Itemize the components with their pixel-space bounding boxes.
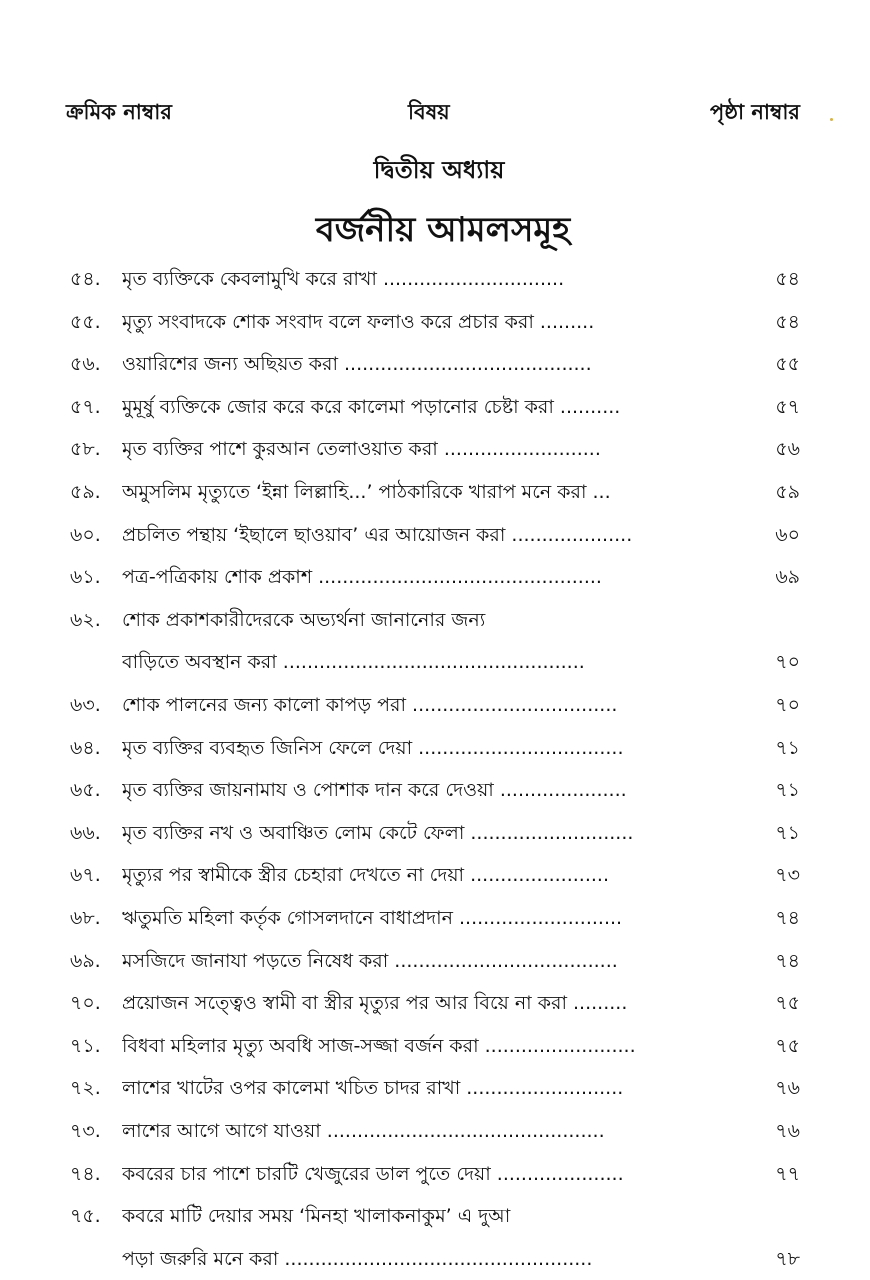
entry-number: ৫৭. (70, 395, 101, 418)
entry-title: বাড়িতে অবস্থান করা .................................................. (122, 651, 585, 674)
toc-entry (0, 854, 870, 896)
toc-entry (0, 1153, 870, 1195)
toc-entry (0, 301, 870, 343)
entry-number: ৬৪. (70, 736, 101, 759)
toc-entry (0, 1238, 870, 1280)
toc-entry (0, 684, 870, 726)
entry-page-number: ৭১ (775, 779, 800, 802)
toc-entry (0, 428, 870, 470)
toc-entry (0, 769, 870, 811)
entry-number: ৬৫. (70, 779, 101, 802)
entry-title: বিধবা মহিলার মৃত্যু অবধি সাজ-সজ্জা বর্জন করা ......................... (122, 1034, 636, 1057)
entry-page-number: ৭৩ (775, 864, 800, 887)
toc-entry (0, 641, 870, 683)
entry-title: অমুসলিম মৃত্যুতে ‘ইন্না লিল্লাহি...’ পাঠকারিকে খারাপ মনে করা ... (122, 481, 611, 503)
chapter-heading (0, 152, 870, 192)
toc-entry (0, 386, 870, 428)
entry-title: ওয়ারিশের জন্য অছিয়ত করা ......................................... (122, 353, 592, 376)
entry-title: মৃত ব্যক্তির নখ ও অবাঞ্চিত লোম কেটে ফেলা ........................... (122, 821, 634, 844)
toc-entry (0, 343, 870, 385)
entry-title: মৃত ব্যক্তির জায়নামায ও পোশাক দান করে দেওয়া ..................... (122, 779, 627, 802)
entry-page-number: ৬৯ (775, 566, 800, 589)
toc-entry (0, 1025, 870, 1067)
entry-title: মৃত ব্যক্তিকে কেবলামুখি করে রাখা .............................. (122, 268, 565, 290)
entry-page-number: ৬০ (775, 523, 800, 546)
entry-page-number: ৫৬ (775, 438, 800, 461)
toc-entry (0, 1110, 870, 1152)
toc-entry (0, 258, 870, 300)
entry-number: ৬১. (70, 566, 101, 589)
toc-entry (0, 1195, 870, 1237)
subject-header: বিষয় (408, 100, 450, 124)
entry-title: মৃত্যুর পর স্বামীকে স্ত্রীর চেহারা দেখতে না দেয়া ....................... (122, 864, 609, 887)
entry-number: ৬০. (70, 523, 101, 546)
entry-page-number: ৫৭ (775, 395, 800, 418)
entry-page-number: ৭৪ (775, 949, 800, 972)
entry-page-number: ৫৫ (775, 353, 800, 376)
toc-entry (0, 514, 870, 556)
entry-title: কবরের চার পাশে চারটি খেজুরের ডাল পুতে দেয়া ..................... (122, 1162, 624, 1185)
chapter-title: দ্বিতীয় অধ্যায় (373, 156, 505, 184)
entry-number: ৬৬. (70, 821, 101, 844)
entry-number: ৬৯. (70, 949, 101, 972)
toc-entry (0, 812, 870, 854)
entry-number: ৫৯. (70, 481, 101, 503)
entry-page-number: ৭১ (775, 736, 800, 759)
entry-number: ৭৩. (70, 1120, 101, 1142)
toc-entry (0, 727, 870, 769)
serial-number-header: ক্রমিক নাম্বার (66, 100, 172, 124)
entry-page-number: ৭৪ (775, 907, 800, 929)
entry-page-number: ৫৪ (775, 310, 800, 333)
entry-page-number: ৫৪ (775, 268, 800, 290)
entry-number: ৬৮. (70, 907, 101, 929)
entry-number: ৬২. (70, 608, 101, 631)
entry-title: লাশের খাটের ওপর কালেমা খচিত চাদর রাখা .......................... (122, 1077, 624, 1100)
entry-number: ৬৭. (70, 864, 101, 887)
entry-page-number: ৭৮ (775, 1247, 800, 1270)
entry-number: ৭৫. (70, 1205, 101, 1228)
entry-title: পড়া জরুরি মনে করা ................................................... (122, 1247, 593, 1270)
toc-entry (0, 471, 870, 513)
section-title: বর্জনীয় আমলসমূহ (315, 210, 571, 250)
entry-title: মৃত ব্যক্তির ব্যবহৃত জিনিস ফেলে দেয়া .................................. (122, 736, 624, 759)
entry-title: মৃত ব্যক্তির পাশে কুরআন তেলাওয়াত করা .......................... (122, 438, 601, 461)
entry-title: মসজিদে জানাযা পড়তে নিষেধ করা ..................................... (122, 949, 618, 972)
entry-page-number: ৭১ (775, 821, 800, 844)
entry-title: প্রয়োজন সত্ত্বেও স্বামী বা স্ত্রীর মৃত্যুর পর আর বিয়ে না করা ......... (122, 992, 628, 1015)
entry-page-number: ৭৬ (775, 1120, 800, 1142)
entry-title: শোক প্রকাশকারীদেরকে অভ্যর্থনা জানানোর জন্য (122, 608, 486, 631)
entry-number: ৭০. (70, 992, 101, 1015)
section-heading (0, 204, 870, 261)
entry-title: শোক পালনের জন্য কালো কাপড় পরা .................................. (122, 694, 618, 716)
toc-entry (0, 982, 870, 1024)
entry-number: ৫৪. (70, 268, 101, 290)
entry-page-number: ৭০ (775, 694, 800, 716)
entry-title: মৃত্যু সংবাদকে শোক সংবাদ বলে ফলাও করে প্রচার করা ......... (122, 310, 595, 333)
toc-entry (0, 556, 870, 598)
entry-number: ৫৬. (70, 353, 101, 376)
entry-number: ৭১. (70, 1034, 101, 1057)
page-number-header: পৃষ্ঠা নাম্বার (710, 100, 800, 124)
entry-title: ঋতুমতি মহিলা কর্তৃক গোসলদানে বাধাপ্রদান ........................... (122, 907, 623, 929)
entry-title: পত্র-পত্রিকায় শোক প্রকাশ ............................................... (122, 566, 602, 589)
entry-page-number: ৭৬ (775, 1077, 800, 1100)
entry-number: ৬৩. (70, 694, 101, 716)
entry-number: ৭৪. (70, 1162, 101, 1185)
entry-page-number: ৭৭ (775, 1162, 800, 1185)
paper-speck (830, 118, 833, 121)
toc-entry (0, 940, 870, 982)
entry-number: ৫৫. (70, 310, 101, 333)
entry-title: প্রচলিত পন্থায় ‘ইছালে ছাওয়াব’ এর আয়োজন করা .................... (122, 523, 633, 546)
entry-page-number: ৭৫ (775, 992, 800, 1015)
toc-entry (0, 1067, 870, 1109)
entry-title: কবরে মাটি দেয়ার সময় ‘মিনহা খালাকনাকুম’ এ দুআ (122, 1205, 511, 1228)
entry-title: মুমূর্ষু ব্যক্তিকে জোর করে করে কালেমা পড়ানোর চেষ্টা করা .......... (122, 395, 621, 418)
entry-page-number: ৫৯ (775, 481, 800, 503)
toc-entry (0, 897, 870, 939)
entry-title: লাশের আগে আগে যাওয়া .............................................. (122, 1120, 605, 1142)
entry-page-number: ৭৫ (775, 1034, 800, 1057)
toc-entry (0, 599, 870, 641)
entry-number: ৫৮. (70, 438, 101, 461)
entry-number: ৭২. (70, 1077, 101, 1100)
entry-page-number: ৭০ (775, 651, 800, 674)
